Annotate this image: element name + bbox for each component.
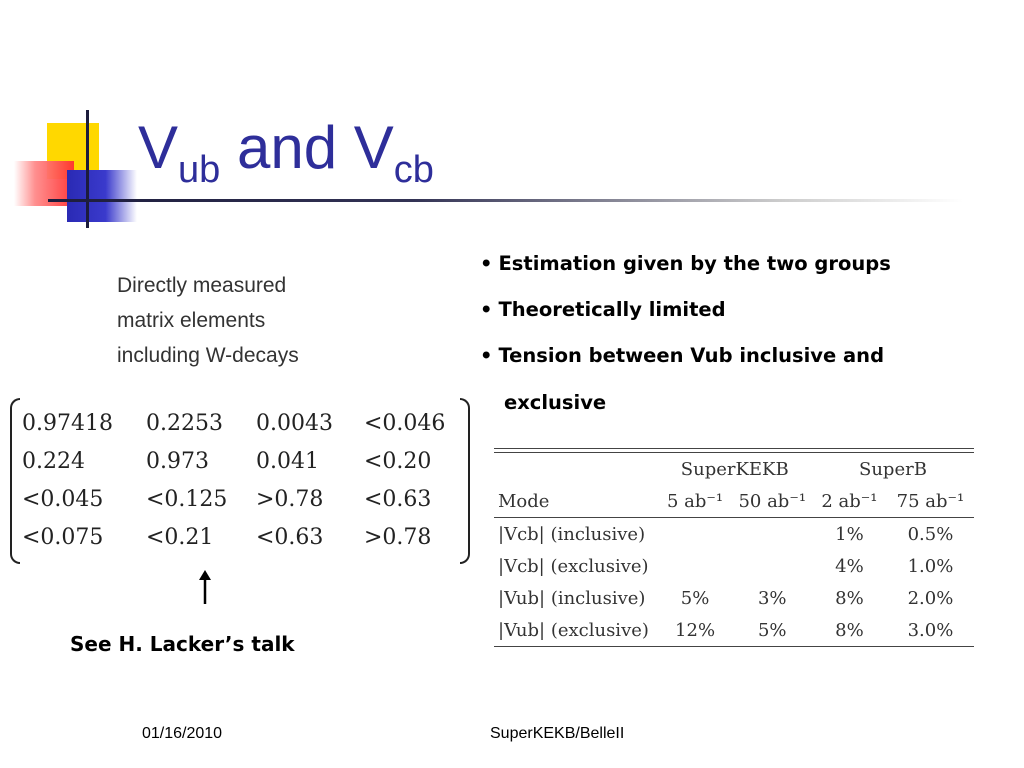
table-cell: 5% <box>733 614 812 647</box>
decor-blue-square <box>67 170 137 222</box>
table-cell: 4% <box>835 555 864 577</box>
up-arrow-icon <box>196 570 214 606</box>
matrix-cell: <0.63 <box>364 486 432 512</box>
table-group-header <box>494 453 974 485</box>
bullet-text: Estimation given by the two groups <box>498 252 891 275</box>
table-row <box>494 614 974 647</box>
table-cell: 5% <box>680 587 710 609</box>
decor-vertical-line <box>86 110 89 228</box>
column-header: 5 ab⁻¹ <box>658 485 733 518</box>
table-cell: 8% <box>812 614 887 647</box>
matrix-cell: <0.046 <box>364 410 446 436</box>
bullet-item <box>480 298 726 321</box>
precision-table-grid <box>494 453 974 647</box>
title-sub-ub: ub <box>178 149 221 191</box>
table-cell: 0.5% <box>907 523 954 545</box>
matrix-cell: 0.041 <box>256 448 319 474</box>
row-label: |Vub| (exclusive) <box>494 614 658 647</box>
row-label: |Vub| (inclusive) <box>498 587 646 609</box>
matrix-cell: <0.125 <box>146 486 228 512</box>
table-cell: 8% <box>835 587 864 609</box>
table-cell: 3% <box>757 587 787 609</box>
matrix-row <box>22 480 460 518</box>
matrix-cell: 0.224 <box>22 448 85 474</box>
table-cell: 1.0% <box>907 555 954 577</box>
bullet-dot: • <box>480 298 493 321</box>
matrix-left-paren <box>10 398 20 564</box>
table-cell <box>658 518 733 551</box>
table-cell <box>658 550 733 582</box>
matrix-cell: 0.973 <box>146 448 209 474</box>
bullet-item <box>480 344 884 367</box>
table-cell: 1% <box>835 523 864 545</box>
matrix-cell: >0.78 <box>364 524 432 550</box>
matrix-row <box>22 442 460 480</box>
bullet-item <box>480 252 891 275</box>
caption-line: including W-decays <box>117 344 299 367</box>
matrix-cell: >0.78 <box>256 486 324 512</box>
matrix-caption <box>117 268 299 373</box>
slide-title <box>138 108 434 210</box>
title-sub-cb: cb <box>393 149 434 191</box>
table-cell <box>733 518 812 551</box>
matrix-cell: <0.63 <box>256 524 324 550</box>
bullet-continuation: exclusive <box>504 391 607 414</box>
matrix-table <box>22 404 460 556</box>
row-label: |Vcb| (exclusive) <box>498 555 649 577</box>
bullet-text: Tension between Vub inclusive and <box>498 344 885 367</box>
table-row <box>494 582 974 614</box>
matrix-cell: <0.075 <box>22 524 104 550</box>
title-and-v: and V <box>220 114 394 181</box>
reference-note: See H. Lacker’s talk <box>70 632 295 656</box>
column-header: 75 ab⁻¹ <box>887 485 974 518</box>
ckm-matrix <box>10 398 470 560</box>
title-v1: V <box>138 114 179 181</box>
table-row <box>494 550 974 582</box>
mode-header: Mode <box>494 485 658 518</box>
matrix-cell: 0.0043 <box>256 410 333 436</box>
matrix-cell: <0.20 <box>364 448 432 474</box>
matrix-cell: <0.045 <box>22 486 104 512</box>
table-column-header <box>494 485 974 518</box>
bullet-dot: • <box>480 344 493 367</box>
matrix-cell: 0.2253 <box>146 410 223 436</box>
matrix-row <box>22 518 460 556</box>
table-cell: 3.0% <box>887 614 974 647</box>
table-cell: 12% <box>658 614 733 647</box>
footer-date: 01/16/2010 <box>142 725 223 742</box>
caption-line: matrix elements <box>117 309 266 332</box>
column-header: 2 ab⁻¹ <box>812 485 887 518</box>
table-row <box>494 518 974 551</box>
table-cell <box>733 550 812 582</box>
row-label: |Vcb| (inclusive) <box>498 523 646 545</box>
table-top-rule <box>494 448 974 449</box>
column-header: 50 ab⁻¹ <box>733 485 812 518</box>
matrix-cell: <0.21 <box>146 524 214 550</box>
matrix-row <box>22 404 460 442</box>
caption-line: Directly measured <box>117 274 287 297</box>
footer-title: SuperKEKB/BelleII <box>490 725 625 742</box>
matrix-right-paren <box>460 398 470 564</box>
matrix-cell: 0.97418 <box>22 410 113 436</box>
group-header-superkekb: SuperKEKB <box>680 458 789 480</box>
precision-table <box>494 448 974 647</box>
bullet-dot: • <box>480 252 493 275</box>
table-cell: 2.0% <box>907 587 954 609</box>
bullet-text: Theoretically limited <box>498 298 726 321</box>
group-header-superb: SuperB <box>859 458 927 480</box>
